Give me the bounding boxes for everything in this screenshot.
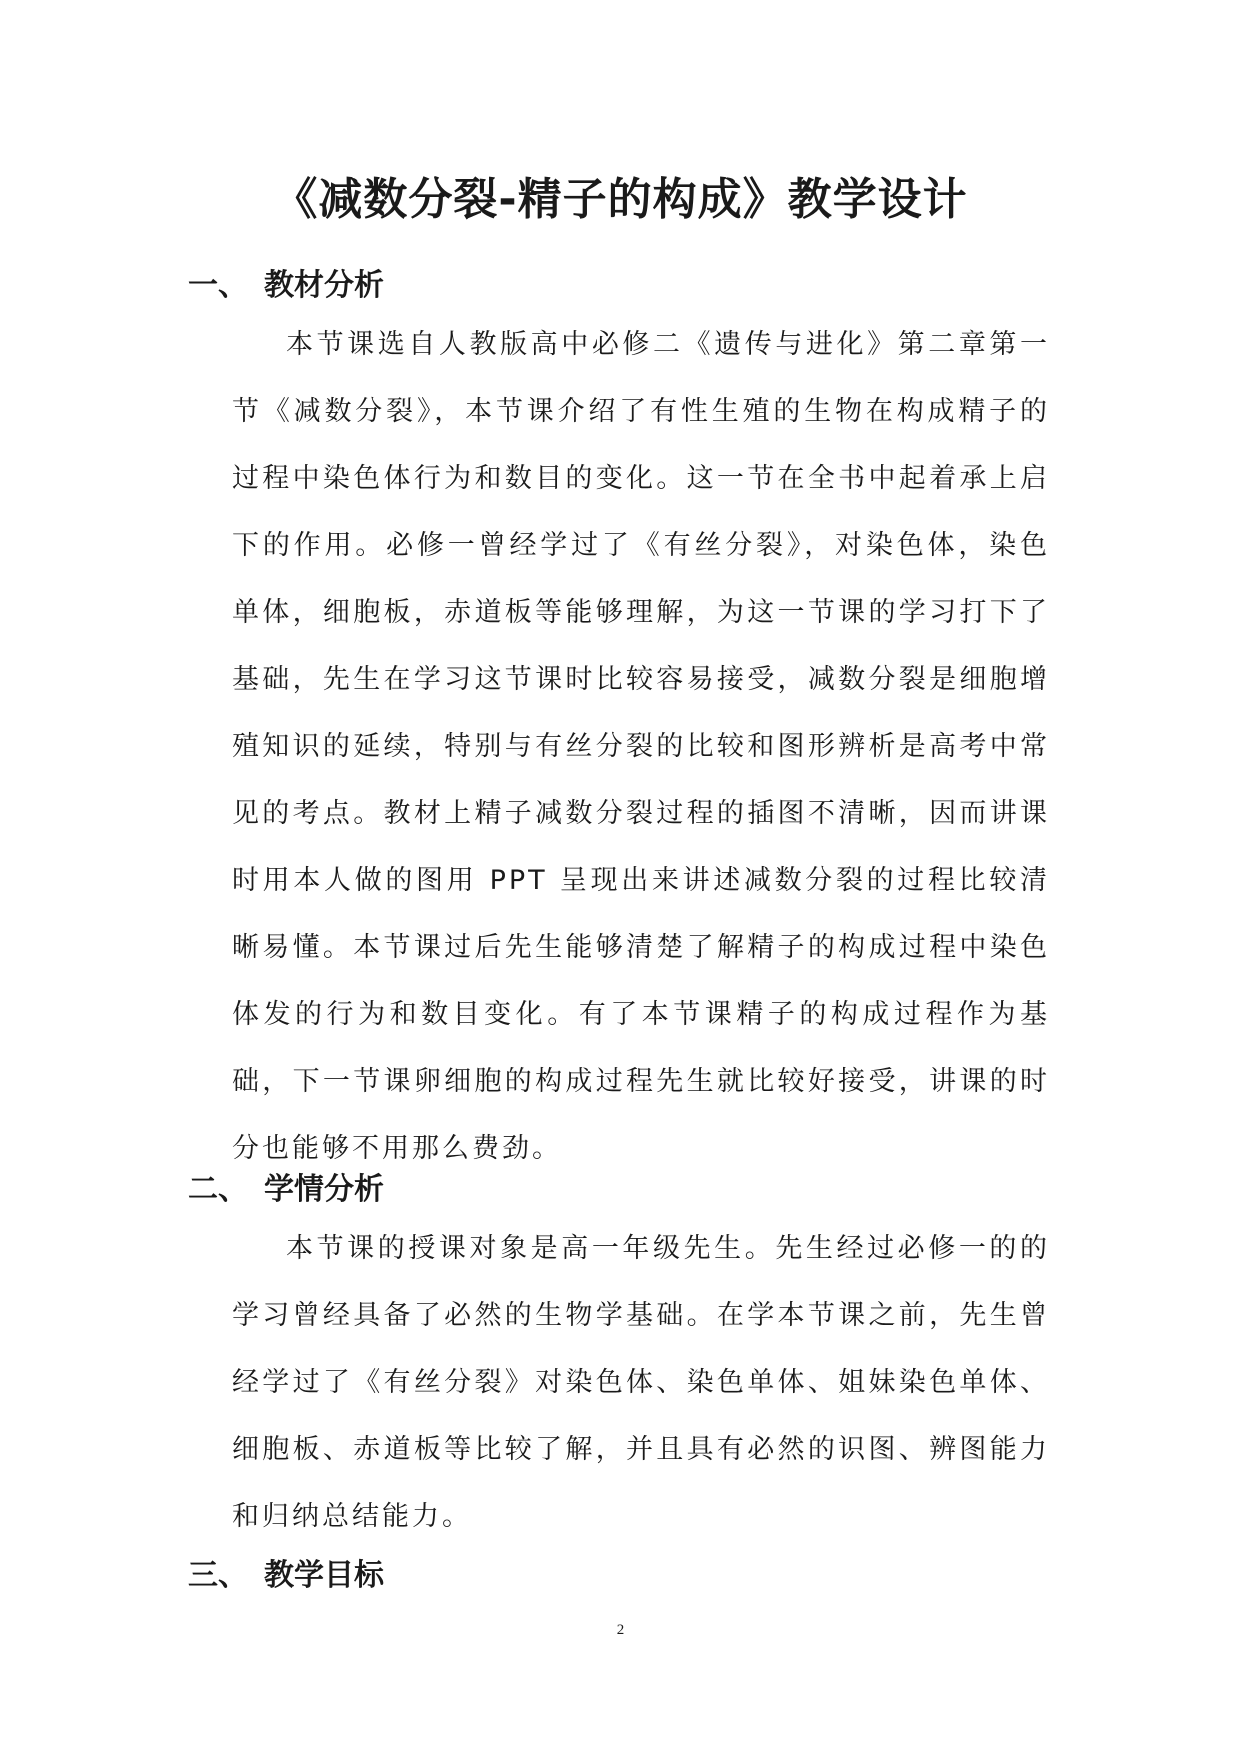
section-title: 教学目标	[264, 1558, 384, 1593]
section-number: 三、	[188, 1558, 248, 1593]
section-number: 二、	[188, 1172, 248, 1207]
page-number: 2	[616, 1622, 625, 1638]
section-paragraph-2: 本节课的授课对象是高一年级先生。先生经过必修一的的学习曾经具备了必然的生物学基础。在学本节课之前，先生曾经学过了《有丝分裂》对染色体、染色单体、姐妹染色单体、细胞板、赤道板等比较了解，并且具有必然的识图、辨图能力和归纳总结能力。	[232, 1233, 1050, 1532]
section-heading-2	[188, 1168, 384, 1212]
section-heading-1	[188, 264, 384, 308]
section-title: 教材分析	[264, 268, 384, 303]
section-title: 学情分析	[264, 1172, 384, 1207]
section-number: 一、	[188, 268, 248, 303]
document-title: 《减数分裂-精子的构成》教学设计	[273, 174, 968, 225]
section-paragraph-1: 本节课选自人教版高中必修二《遗传与进化》第二章第一节《减数分裂》，本节课介绍了有性生殖的生物在构成精子的过程中染色体行为和数目的变化。这一节在全书中起着承上启下的作用。必修一曾经学过了《有丝分裂》，对染色体，染色单体，细胞板，赤道板等能够理解，为这一节课的学习打下了基础，先生在学习这节课时比较容易接受，减数分裂是细胞增殖知识的延续，特别与有丝分裂的比较和图形辨析是高考中常见的考点。教材上精子减数分裂过程的插图不清晰，因而讲课时用本人做的图用 PPT 呈现出来讲述减数分裂的过程比较清晰易懂。本节课过后先生能够清楚了解精子的构成过程中染色体发的行为和数目变化。有了本节课精子的构成过程作为基础，下一节课卵细胞的构成过程先生就比较好接受，讲课的时分也能够不用那么费劲。	[232, 329, 1050, 1164]
section-heading-3	[188, 1554, 384, 1598]
